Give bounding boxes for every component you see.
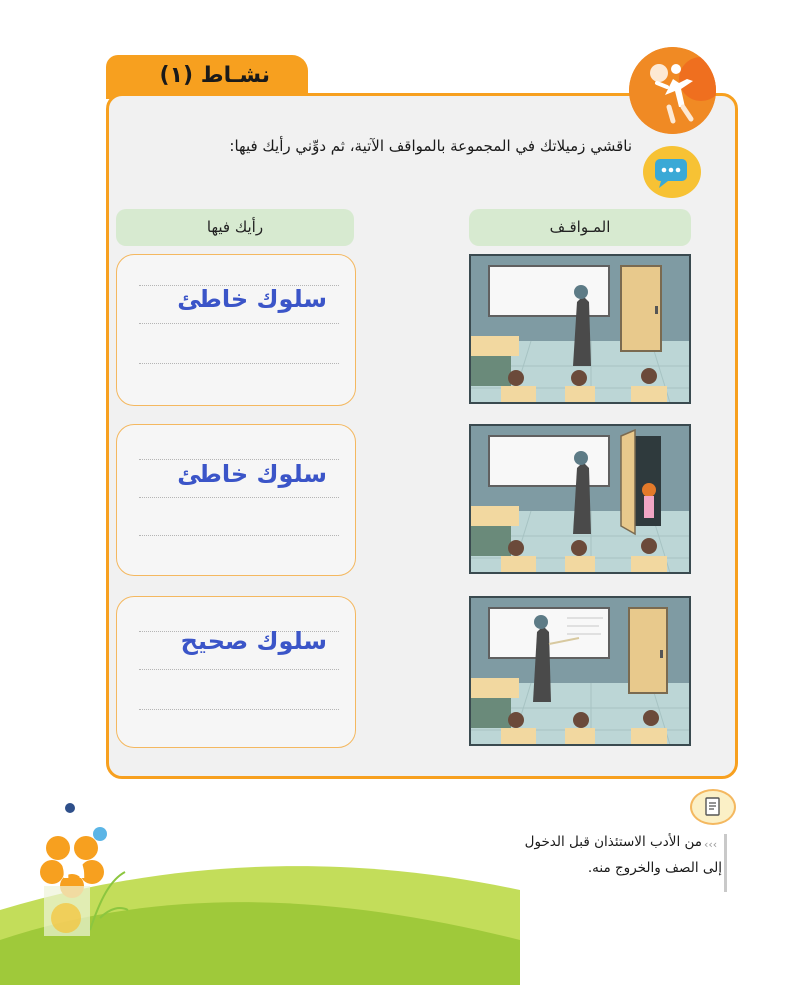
activity-title: نشـاط (١) [159, 63, 270, 88]
situation-scene-3 [469, 596, 691, 746]
tip-text-line-2: إلى الصف والخروج منه. [587, 860, 722, 876]
situations-column-header: المـواقـف [469, 209, 691, 246]
answer-text: سلوك خاطئ [177, 285, 327, 313]
answer-box-1[interactable] [116, 254, 356, 406]
answer-text: سلوك صحيح [180, 627, 327, 655]
answer-text: سلوك خاطئ [177, 460, 327, 488]
activity-badge-icon [629, 47, 716, 134]
tip-bullet-icon: ‹‹‹ [704, 838, 718, 851]
situation-scene-1 [469, 254, 691, 404]
page-number: ١١ [57, 855, 89, 885]
activity-instruction: ناقشي زميلاتك في المجموعة بالمواقف الآتية، ثم دوِّني رأيك فيها: [229, 137, 632, 155]
chat-bubble-icon [643, 146, 701, 198]
opinion-column-header: رأيك فيها [116, 209, 354, 246]
footer-decoration [0, 790, 800, 985]
situation-scene-2 [469, 424, 691, 574]
answer-box-2[interactable] [116, 424, 356, 576]
tip-text-line-1: من الأدب الاستئذان قبل الدخول [524, 834, 702, 850]
answer-box-3[interactable] [116, 596, 356, 748]
